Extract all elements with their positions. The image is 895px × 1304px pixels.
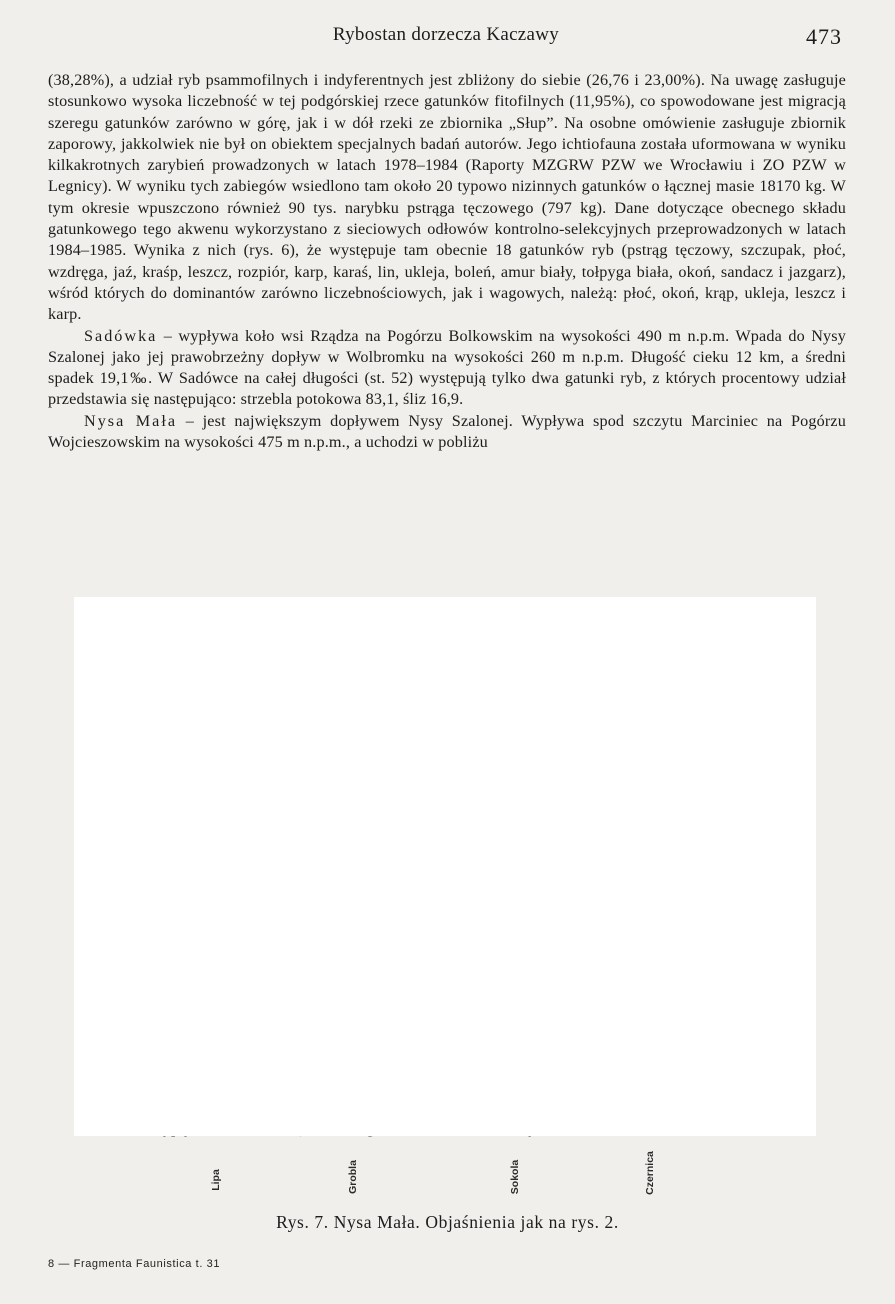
paragraph-nysa-mala [48,411,846,454]
site-label-lipa: Lipa [210,1169,222,1191]
paragraph-nysa-mala-text: – jest największym dopływem Nysy Szalonej. Wypływa spod szczytu Marciniec na Pogórzu Wojcieszowskim na wysokości 475 m n.p.m., a uchodzi w pobliżu [48,411,847,452]
site-label-sokola: Sokola [509,1159,521,1195]
figure-caption: Rys. 7. Nysa Mała. Objaśnienia jak na rys. 2. [276,1212,619,1232]
body-text [48,70,846,453]
river-name-nysa-mala: Nysa Mała [84,411,178,430]
paragraph-sadowka [48,326,846,411]
paragraph-sadowka-text: – wypływa koło wsi Rządza na Pogórzu Bolkowskim na wysokości 490 m n.p.m. Wpada do Nysy Szalonej jako jej prawobrzeżny dopływ w Wolbromku na wysokości 260 m n.p.m. Długość cieku 12 km, a średni spadek 19,1‰. W Sadówce na całej długości (st. 52) występują tylko dwa gatunki ryb, z których procentowy udział przedstawia się następująco: strzebla potokowa 83,1, śliz 16,9. [48,326,846,409]
page-footer: 8 — Fragmenta Faunistica t. 31 [48,1258,221,1270]
page-number: 473 [806,24,842,49]
figure-blank-panel [74,597,816,1136]
running-title: Rybostan dorzecza Kaczawy [332,24,560,45]
paragraph-1: (38,28%), a udział ryb psammofilnych i indyferentnych jest zbliżony do siebie (26,76 i 23,00%). Na uwagę zasługuje stosunkowo wysoka liczebność w tej podgórskiej rzece gatunków fitofilnych (11,95%), co spowodowane jest migracją szeregu gatunków zarówno w górę, jak i w dół rzeki ze zbiornika „Słup”. Na osobne omówienie zasługuje zbiornik zaporowy, jakkolwiek nie był on obiektem specjalnych badań autorów. Jego ichtiofauna została uformowana w wyniku kilkakrotnych zarybień prowadzonych w latach 1978–1984 (Raporty MZGRW PZW we Wrocławiu i ZO PZW w Legnicy). W wyniku tych zabiegów wsiedlono tam około 20 typowo nizinnych gatunków o łącznej masie 18170 kg. W tym okresie wpuszczono również 90 tys. narybku pstrąga tęczowego (797 kg). Dane dotyczące obecnego składu gatunkowego tego akwenu wykorzystano z sieciowych odłowów kontrolno-selekcyjnych przeprowadzonych w latach 1984–1985. Wynika z nich (rys. 6), że występuje tam obecnie 18 gatunków ryb (pstrąg tęczowy, szczupak, płoć, wzdręga, jaź, kraśp, leszcz, rozpiór, karp, karaś, lin, ukleja, boleń, amur biały, tołpyga biała, okoń, sandacz i jazgarz), wśród których do dominantów zarówno liczebnościowych, jak i wagowych, należą: płoć, okoń, krąp, ukleja, leszcz i karp. [48,71,846,324]
site-label-czernica: Czernica [644,1151,656,1195]
river-name-sadowka: Sadówka [84,326,158,345]
site-label-grobla: Grobla [347,1160,359,1194]
running-head [46,24,846,50]
